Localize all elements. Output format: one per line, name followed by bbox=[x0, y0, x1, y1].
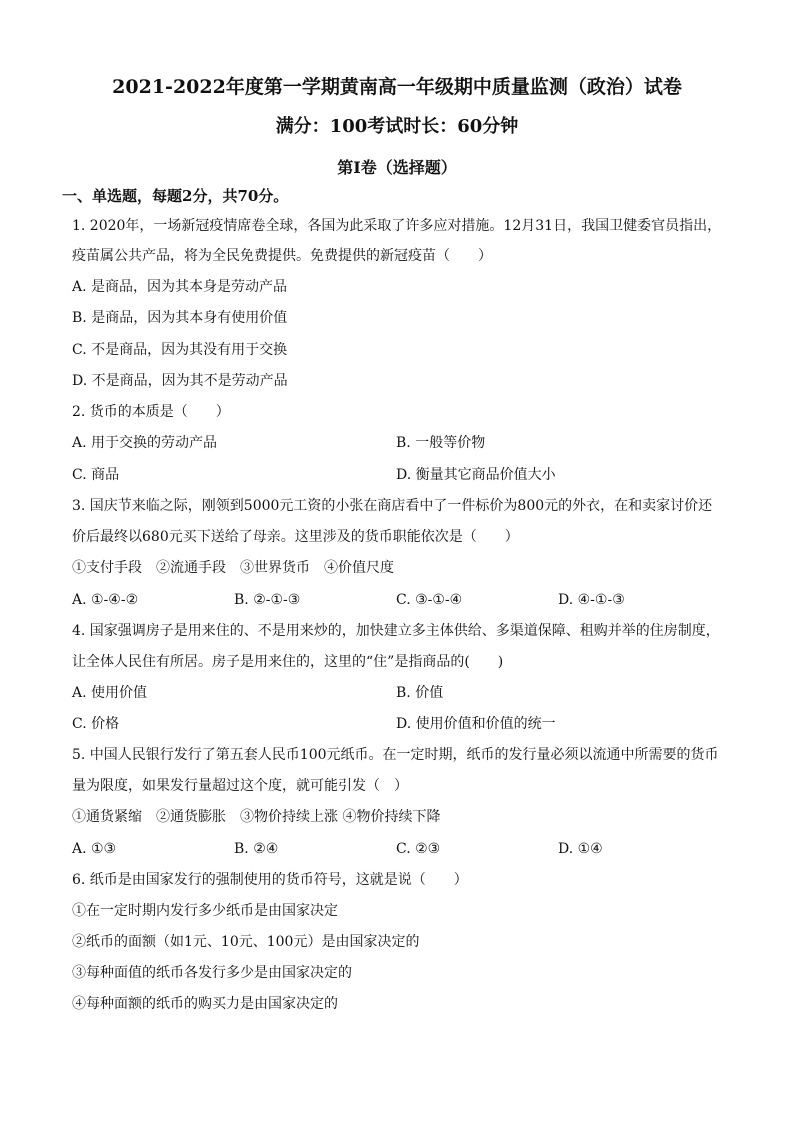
q5-option-c: C. ②③ bbox=[396, 841, 441, 857]
q2-option-c: C. 商品 bbox=[72, 467, 120, 483]
q1-option-b: B. 是商品，因为其本身有使用价值 bbox=[72, 310, 288, 326]
exam-title: 2021-2022年度第一学期黄南高一年级期中质量监测（政治）试卷 bbox=[112, 76, 682, 98]
q1-option-d: D. 不是商品，因为其不是劳动产品 bbox=[72, 373, 288, 389]
question-2-line-1: 2. 货币的本质是（ ） bbox=[72, 404, 230, 420]
question-6-statement-3: ③每种面值的纸币各发行多少是由国家决定的 bbox=[72, 965, 352, 981]
question-1-line-2: 疫苗属公共产品，将为全民免费提供。免费提供的新冠疫苗（ ） bbox=[72, 248, 492, 264]
question-6-statement-2: ②纸币的面额（如1元、10元、100元）是由国家决定的 bbox=[72, 934, 420, 950]
question-4-line-2: 让全体人民住有所居。房子是用来住的，这里的“住”是指商品的( ) bbox=[72, 654, 504, 670]
question-5-statements: ①通货紧缩 ②通货膨胀 ③物价持续上涨 ④物价持续下降 bbox=[72, 809, 441, 825]
q5-option-d: D. ①④ bbox=[558, 841, 603, 857]
part-title: 第Ⅰ卷（选择题） bbox=[337, 158, 457, 177]
q2-option-a: A. 用于交换的劳动产品 bbox=[72, 435, 218, 451]
question-3-line-2: 价后最终以680元买下送给了母亲。这里涉及的货币职能依次是（ ） bbox=[72, 529, 519, 545]
q3-option-d: D. ④-①-③ bbox=[558, 592, 625, 608]
question-5-line-1: 5. 中国人民银行发行了第五套人民币100元纸币。在一定时期，纸币的发行量必须以流通中所需要的货币 bbox=[72, 747, 719, 763]
q4-option-d: D. 使用价值和价值的统一 bbox=[396, 716, 556, 732]
question-1-line-1: 1. 2020年，一场新冠疫情席卷全球，各国为此采取了许多应对措施。12月31日，我国卫健委官员指出， bbox=[72, 218, 722, 234]
question-6-statement-4: ④每种面额的纸币的购买力是由国家决定的 bbox=[72, 996, 338, 1012]
q2-option-d: D. 衡量其它商品价值大小 bbox=[396, 467, 556, 483]
q1-option-a: A. 是商品，因为其本身是劳动产品 bbox=[72, 279, 288, 295]
section-heading: 一、单选题，每题2分，共70分。 bbox=[62, 187, 289, 205]
q5-option-a: A. ①③ bbox=[72, 841, 117, 857]
q3-option-c: C. ③-①-④ bbox=[396, 592, 463, 608]
q1-option-c: C. 不是商品，因为其没有用于交换 bbox=[72, 342, 288, 358]
question-4-line-1: 4. 国家强调房子是用来住的、不是用来炒的，加快建立多主体供给、多渠道保障、租购并举的住房制度， bbox=[72, 623, 720, 639]
question-3-statements: ①支付手段 ②流通手段 ③世界货币 ④价值尺度 bbox=[72, 560, 394, 576]
q4-option-c: C. 价格 bbox=[72, 716, 120, 732]
q3-option-a: A. ①-④-② bbox=[72, 592, 139, 608]
q4-option-a: A. 使用价值 bbox=[72, 685, 148, 701]
q5-option-b: B. ②④ bbox=[234, 841, 279, 857]
q4-option-b: B. 价值 bbox=[396, 685, 444, 701]
score-duration-line: 满分：100考试时长：60分钟 bbox=[275, 116, 519, 137]
q3-option-b: B. ②-①-③ bbox=[234, 592, 301, 608]
q2-option-b: B. 一般等价物 bbox=[396, 435, 486, 451]
question-6-line-1: 6. 纸币是由国家发行的强制使用的货币符号，这就是说（ ） bbox=[72, 872, 468, 888]
question-5-line-2: 量为限度，如果发行量超过这个度，就可能引发（ ） bbox=[72, 778, 408, 794]
question-6-statement-1: ①在一定时期内发行多少纸币是由国家决定 bbox=[72, 903, 338, 919]
question-3-line-1: 3. 国庆节来临之际，刚领到5000元工资的小张在商店看中了一件标价为800元的外衣，在和卖家讨价还 bbox=[72, 498, 713, 514]
